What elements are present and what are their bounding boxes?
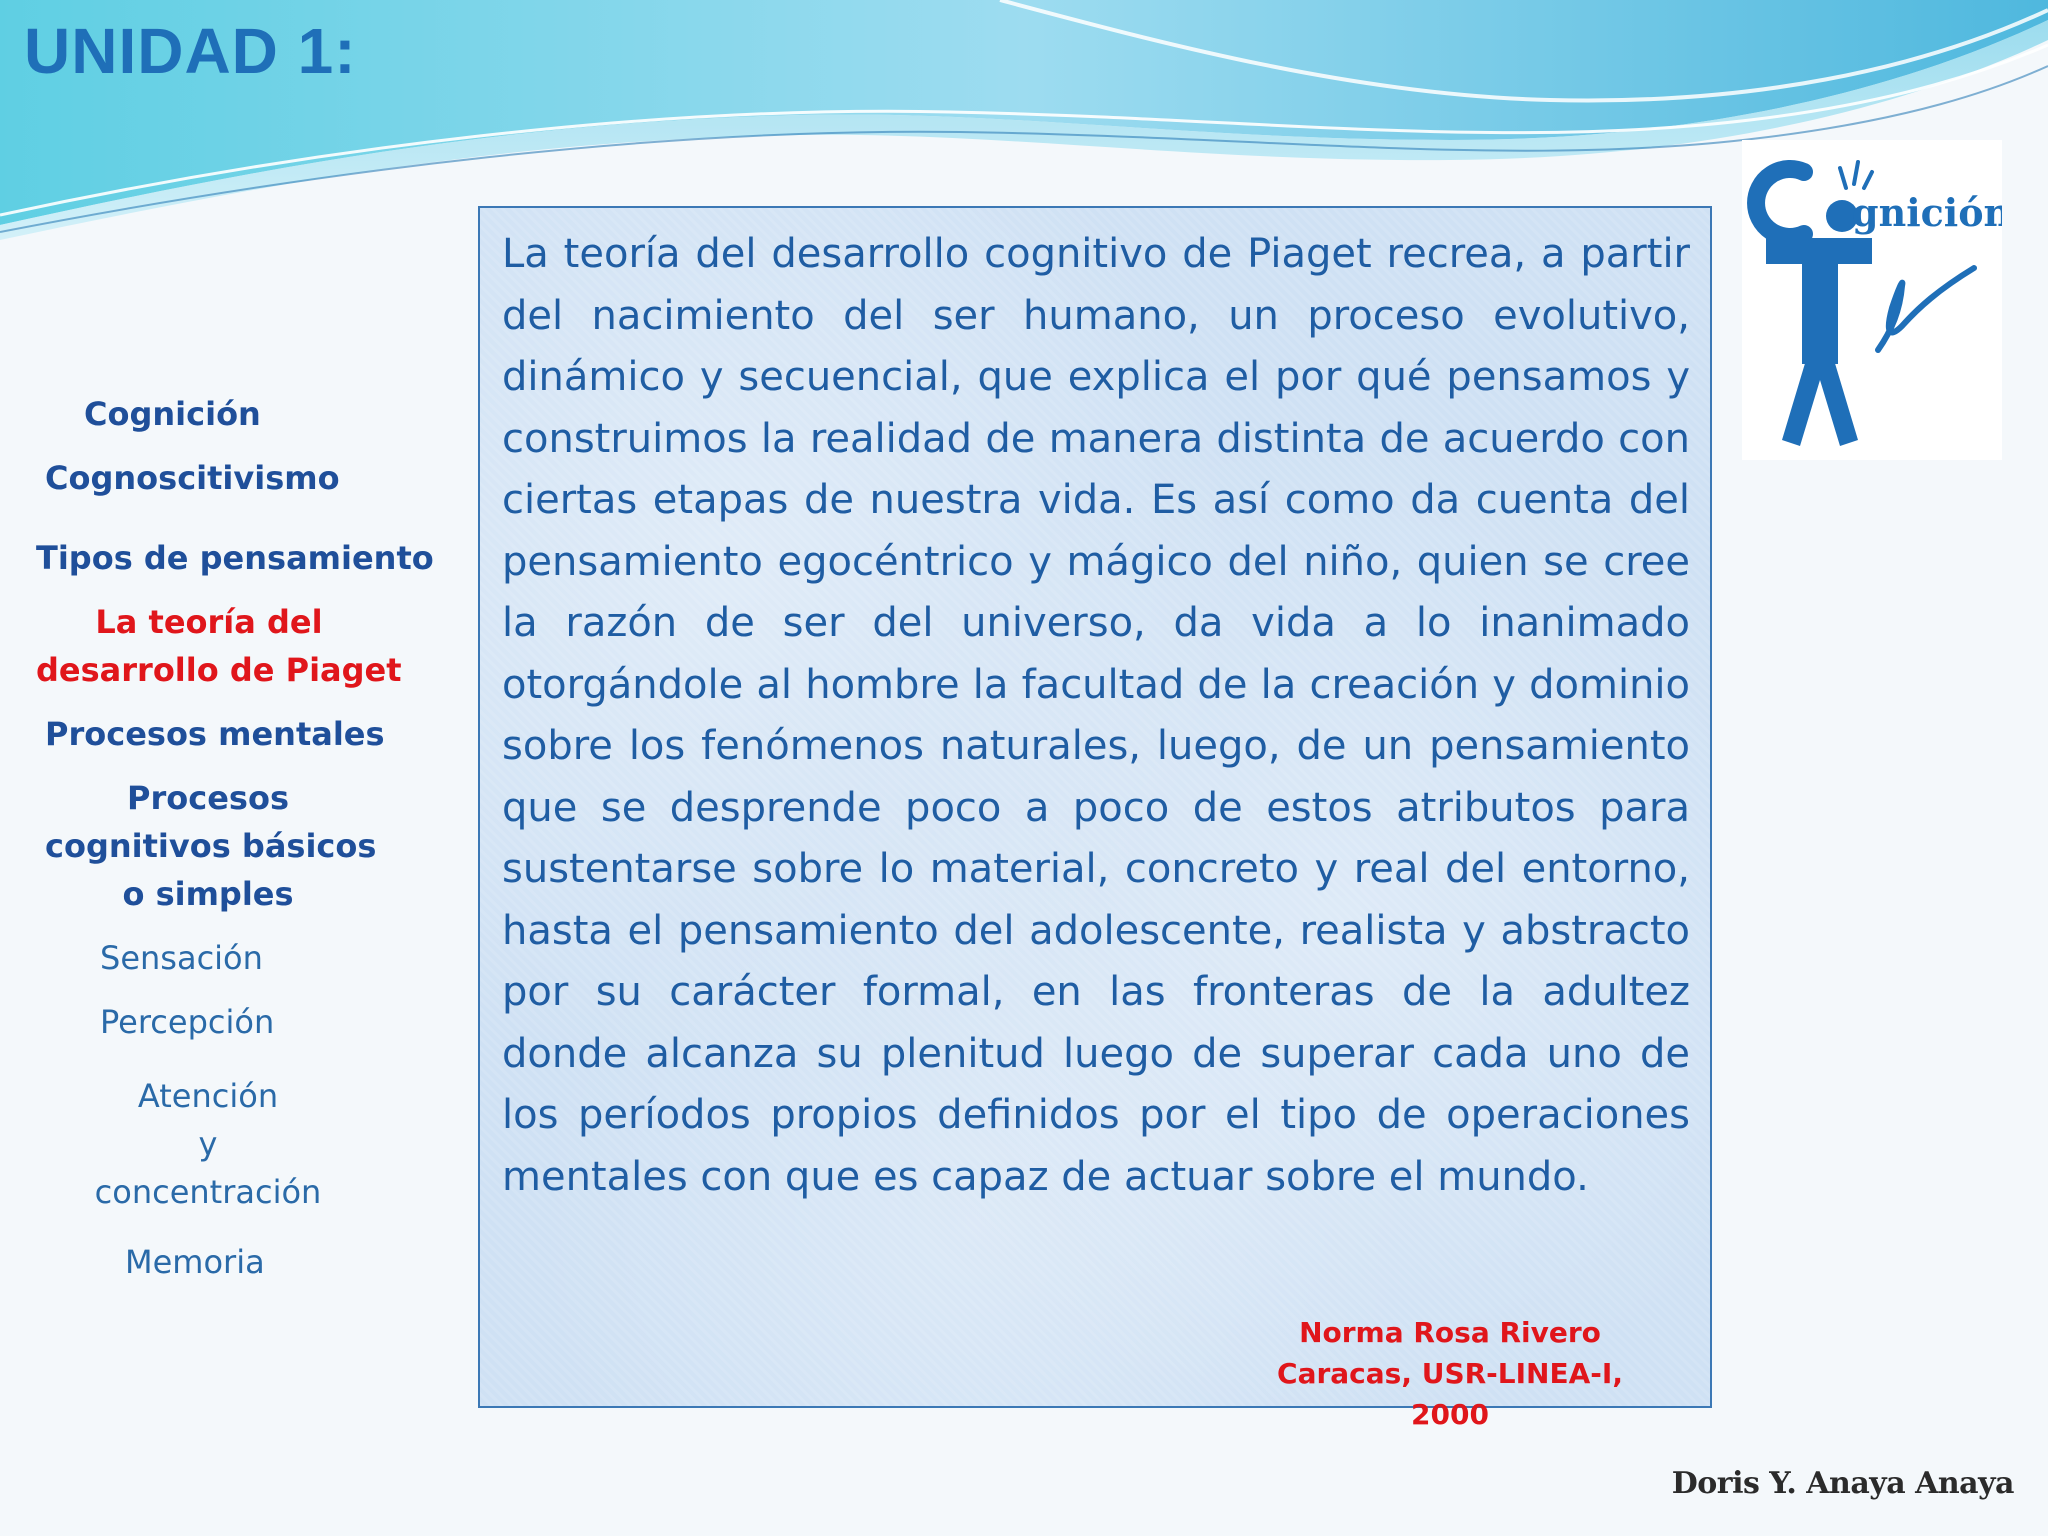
nav-item-percepcion[interactable]: Percepción bbox=[100, 1003, 275, 1041]
nav-item-atencion-concentracion[interactable] bbox=[78, 1072, 338, 1216]
cognition-logo bbox=[1742, 140, 2002, 460]
nav-item-label-line: o simples bbox=[122, 875, 294, 913]
nav-item-label-line: Procesos bbox=[127, 779, 289, 817]
author-signature: Doris Y. Anaya Anaya bbox=[1671, 1466, 2014, 1501]
nav-item-label-line: cognitivos básicos bbox=[45, 827, 377, 865]
nav-item-cognicion[interactable]: Cognición bbox=[84, 395, 261, 433]
nav-item-label-line: concentración bbox=[94, 1173, 322, 1211]
page-title: UNIDAD 1: bbox=[24, 15, 357, 87]
nav-item-sensacion[interactable]: Sensación bbox=[100, 939, 263, 977]
nav-item-tipos-de-pensamiento[interactable]: Tipos de pensamiento bbox=[36, 539, 434, 577]
citation-author: Norma Rosa Rivero bbox=[1299, 1316, 1601, 1349]
nav-item-label-line: Atención bbox=[137, 1077, 279, 1115]
cognition-figure-logo-icon bbox=[1742, 140, 2002, 460]
nav-item-label-line: La teoría del bbox=[95, 603, 323, 641]
nav-item-procesos-cognitivos-basicos[interactable] bbox=[45, 774, 377, 918]
nav-item-memoria[interactable]: Memoria bbox=[125, 1243, 265, 1281]
piaget-theory-paragraph: La teoría del desarrollo cognitivo de Piaget recrea, a partir del nacimiento del ser humano, un proceso evolutivo, dinámico y secuencial, que explica el por qué pensamos y construimos la realidad de manera distinta de acuerdo con ciertas etapas de nuestra vida. Es así como da cuenta del pensamiento egocéntrico y mágico del niño, quien se cree la razón de ser del universo, da vida a lo inanimado otorgándole al hombre la facultad de la creación y dominio sobre los fenómenos naturales, luego, de un pensamiento que se desprende poco a poco de estos atributos para sustentarse sobre lo material, concreto y real del entorno, hasta el pensamiento del adolescente, realista y abstracto por su carácter formal, en las fronteras de la adultez donde alcanza su plenitud luego de superar cada uno de los períodos propios definidos por el tipo de operaciones mentales con que es capaz de actuar sobre el mundo. bbox=[502, 231, 1690, 1200]
logo-text: gnición bbox=[1852, 190, 2002, 235]
nav-item-label-line: desarrollo de Piaget bbox=[36, 651, 402, 689]
nav-item-procesos-mentales[interactable]: Procesos mentales bbox=[45, 715, 385, 753]
citation bbox=[1240, 1312, 1660, 1435]
nav-item-label-line: y bbox=[198, 1125, 218, 1163]
nav-item-teoria-piaget[interactable] bbox=[36, 598, 402, 694]
nav-item-cognoscitivismo[interactable]: Cognoscitivismo bbox=[45, 459, 340, 497]
quote-text-box bbox=[478, 206, 1712, 1431]
citation-source: Caracas, USR-LINEA-I, 2000 bbox=[1277, 1357, 1623, 1431]
